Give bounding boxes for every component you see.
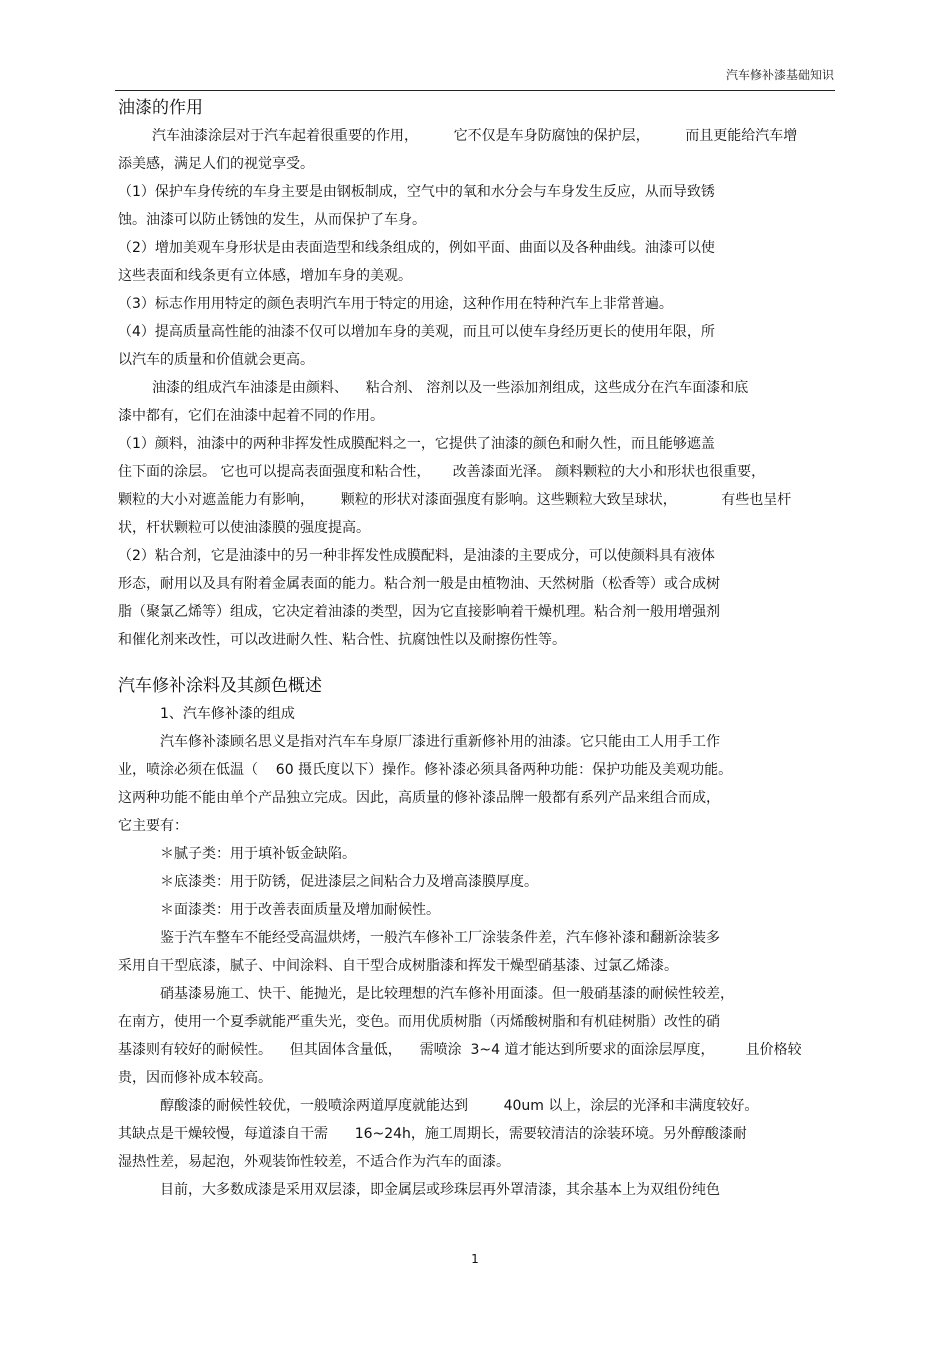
paragraph-line: 油漆的组成汽车油漆是由颜料、 粘合剂、 溶剂以及一些添加剂组成，这些成分在汽车面漆和底 xyxy=(152,380,749,396)
paragraph-line: 添美感，满足人们的视觉享受。 xyxy=(118,156,314,172)
header-rule xyxy=(115,90,835,91)
paragraph-line: 形态，耐用以及具有附着金属表面的能力。粘合剂一般是由植物油、天然树脂（松香等）或合成树 xyxy=(118,576,720,592)
paragraph-line: 颗粒的大小对遮盖能力有影响， 颗粒的形状对漆面强度有影响。这些颗粒大致呈球状， 有些也呈杆 xyxy=(118,492,792,508)
subsection-title: 1、汽车修补漆的组成 xyxy=(160,706,295,722)
paragraph-line: 其缺点是干燥较慢，每道漆自干需 16~24h，施工周期长，需要较清洁的涂装环境。另外醇酸漆耐 xyxy=(118,1126,747,1142)
paragraph-line: 鉴于汽车整车不能经受高温烘烤，一般汽车修补工厂涂装条件差，汽车修补漆和翻新涂装多 xyxy=(160,930,720,946)
paragraph-line: （2）增加美观车身形状是由表面造型和线条组成的，例如平面、曲面以及各种曲线。油漆可以使 xyxy=(118,240,715,256)
paragraph-line: 汽车修补漆顾名思义是指对汽车车身原厂漆进行重新修补用的油漆。它只能由工人用手工作 xyxy=(160,734,720,750)
paragraph-line: 这两种功能不能由单个产品独立完成。因此，高质量的修补漆品牌一般都有系列产品来组合而成， xyxy=(118,790,720,806)
page-number: 1 xyxy=(471,1252,479,1266)
paragraph-line: 目前，大多数成漆是采用双层漆，即金属层或珍珠层再外罩清漆，其余基本上为双组份纯色 xyxy=(160,1182,720,1198)
paragraph-line: 硝基漆易施工、快干、能抛光，是比较理想的汽车修补用面漆。但一般硝基漆的耐候性较差， xyxy=(160,986,734,1002)
paragraph-line: 在南方，使用一个夏季就能严重失光，变色。而用优质树脂（丙烯酸树脂和有机硅树脂）改性的硝 xyxy=(118,1014,720,1030)
paragraph-line: （1）保护车身传统的车身主要是由钢板制成，空气中的氧和水分会与车身发生反应，从而导致锈 xyxy=(118,184,715,200)
paragraph-line: （3）标志作用用特定的颜色表明汽车用于特定的用途，这种作用在特种汽车上非常普遍。 xyxy=(118,296,673,312)
paragraph-line: （1）颜料，油漆中的两种非挥发性成膜配料之一，它提供了油漆的颜色和耐久性，而且能够遮盖 xyxy=(118,436,715,452)
paragraph-line: （2）粘合剂，它是油漆中的另一种非挥发性成膜配料，是油漆的主要成分，可以使颜料具有液体 xyxy=(118,548,715,564)
paragraph-line: 基漆则有较好的耐候性。 但其固体含量低， 需喷涂 3~4 道才能达到所要求的面涂层厚度， 且价格较 xyxy=(118,1042,802,1058)
list-item: ＊面漆类：用于改善表面质量及增加耐候性。 xyxy=(160,902,440,918)
paragraph-line: 湿热性差，易起泡，外观装饰性较差，不适合作为汽车的面漆。 xyxy=(118,1154,510,1170)
paragraph-line: 这些表面和线条更有立体感，增加车身的美观。 xyxy=(118,268,412,284)
running-header: 汽车修补漆基础知识 xyxy=(725,68,834,82)
list-item: ＊腻子类：用于填补钣金缺陷。 xyxy=(160,846,356,862)
section-title-paint-function: 油漆的作用 xyxy=(118,98,203,118)
paragraph-line: 以汽车的质量和价值就会更高。 xyxy=(118,352,314,368)
paragraph-line: 漆中都有，它们在油漆中起着不同的作用。 xyxy=(118,408,384,424)
list-item: ＊底漆类：用于防锈，促进漆层之间粘合力及增高漆膜厚度。 xyxy=(160,874,538,890)
paragraph-line: 醇酸漆的耐候性较优，一般喷涂两道厚度就能达到 40um 以上，涂层的光泽和丰满度较好。 xyxy=(160,1098,759,1114)
section-title-refinish-paint: 汽车修补涂料及其颜色概述 xyxy=(118,676,322,696)
section-gap xyxy=(118,654,838,672)
paragraph-line: 住下面的涂层。 它也可以提高表面强度和粘合性， 改善漆面光泽。 颜料颗粒的大小和形状也很重要， xyxy=(118,464,766,480)
paragraph-line: 贵，因而修补成本较高。 xyxy=(118,1070,272,1086)
paragraph-line: 业，喷涂必须在低温（ 60 摄氏度以下）操作。修补漆必须具备两种功能：保护功能及美观功能。 xyxy=(118,762,733,778)
paragraph-line: 蚀。油漆可以防止锈蚀的发生，从而保护了车身。 xyxy=(118,212,426,228)
paragraph-line: 采用自干型底漆，腻子、中间涂料、自干型合成树脂漆和挥发干燥型硝基漆、过氯乙烯漆。 xyxy=(118,958,678,974)
paragraph-line: 和催化剂来改性，可以改进耐久性、粘合性、抗腐蚀性以及耐擦伤性等。 xyxy=(118,632,566,648)
paragraph-line: 脂（聚氯乙烯等）组成，它决定着油漆的类型，因为它直接影响着干燥机理。粘合剂一般用增强剂 xyxy=(118,604,720,620)
paragraph-line: （4）提高质量高性能的油漆不仅可以增加车身的美观，而且可以使车身经历更长的使用年限，所 xyxy=(118,324,715,340)
paragraph-line: 它主要有： xyxy=(118,818,188,834)
paragraph-line: 汽车油漆涂层对于汽车起着很重要的作用， 它不仅是车身防腐蚀的保护层， 而且更能给汽车增 xyxy=(152,128,798,144)
page-content xyxy=(118,94,838,1204)
paragraph-line: 状，杆状颗粒可以使油漆膜的强度提高。 xyxy=(118,520,370,536)
